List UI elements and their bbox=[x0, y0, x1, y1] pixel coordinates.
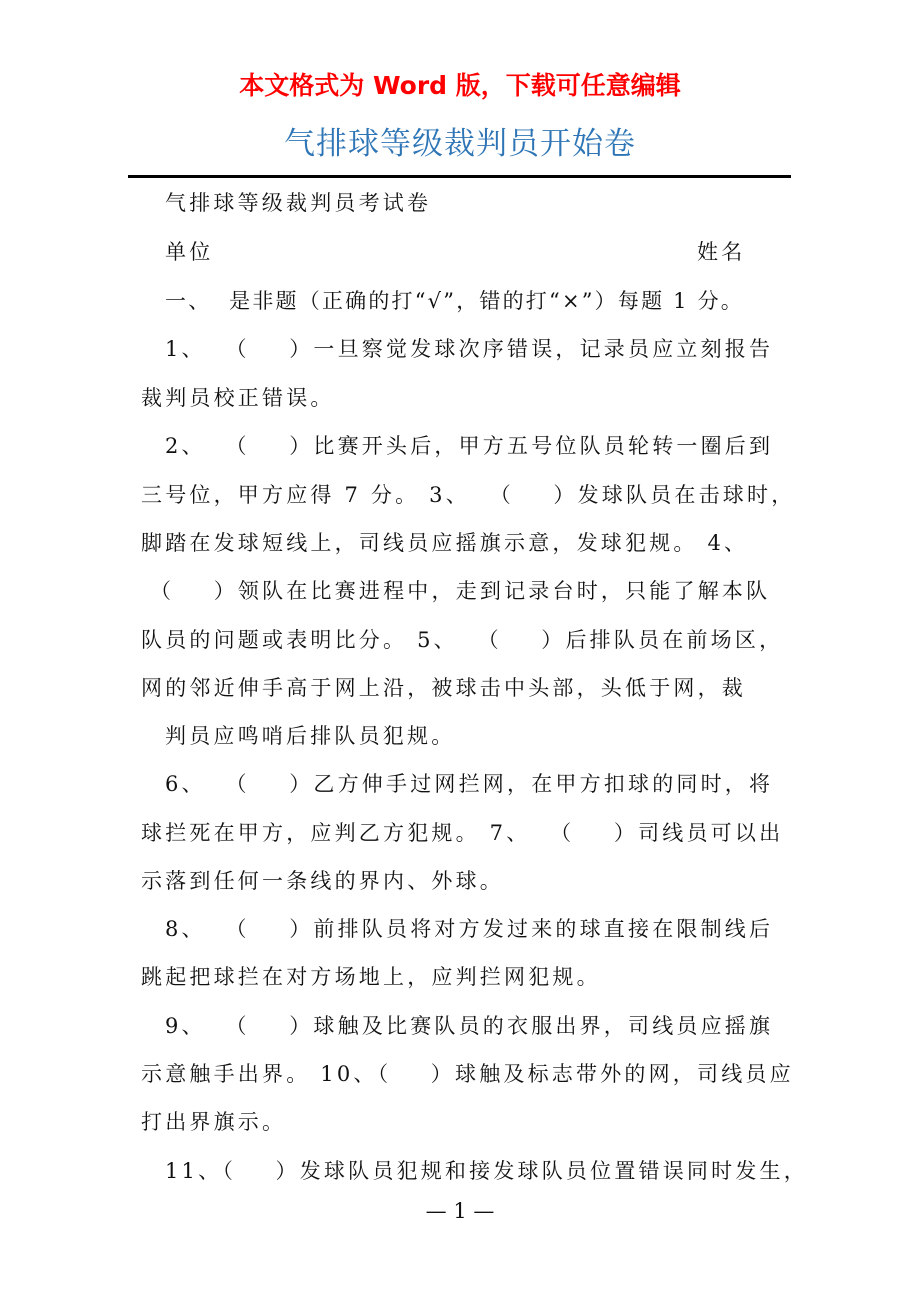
question-line: 2、 （ ）比赛开头后，甲方五号位队员轮转一圈后到 bbox=[165, 434, 774, 458]
title-divider bbox=[128, 175, 791, 178]
unit-label: 单位 bbox=[165, 240, 214, 264]
question-line: 示落到任何一条线的界内、外球。 bbox=[141, 869, 504, 893]
question-line: 球拦死在甲方，应判乙方犯规。 7、 （ ）司线员可以出 bbox=[141, 821, 784, 845]
question-line: 队员的问题或表明比分。 5、 （ ）后排队员在前场区， bbox=[141, 628, 784, 652]
question-line: 跳起把球拦在对方场地上，应判拦网犯规。 bbox=[141, 965, 601, 989]
question-line: 打出界旗示。 bbox=[141, 1110, 287, 1134]
question-line: 三号位，甲方应得 7 分。 3、 （ ）发球队员在击球时， bbox=[141, 483, 796, 507]
question-line: （ ）领队在比赛进程中，走到记录台时，只能了解本队 bbox=[150, 579, 771, 603]
question-line: 裁判员校正错误。 bbox=[141, 386, 335, 410]
editable-notice-banner: 本文格式为 Word 版，下载可任意编辑 bbox=[239, 71, 681, 100]
exam-subtitle: 气排球等级裁判员考试卷 bbox=[165, 191, 432, 215]
page-title: 气排球等级裁判员开始卷 bbox=[284, 126, 636, 162]
name-label: 姓名 bbox=[697, 240, 746, 264]
question-line: 6、 （ ）乙方伸手过网拦网，在甲方扣球的同时，将 bbox=[165, 772, 774, 796]
question-line: 示意触手出界。 10、（ ）球触及标志带外的网，司线员应 bbox=[141, 1062, 794, 1086]
question-line: 脚踏在发球短线上，司线员应摇旗示意，发球犯规。 4、 bbox=[141, 531, 749, 555]
question-line: 1、 （ ）一旦察觉发球次序错误，记录员应立刻报告 bbox=[165, 337, 774, 361]
question-line: 9、 （ ）球触及比赛队员的衣服出界，司线员应摇旗 bbox=[165, 1014, 774, 1038]
page-number: — 1 — bbox=[425, 1199, 495, 1223]
question-line: 8、 （ ）前排队员将对方发过来的球直接在限制线后 bbox=[165, 917, 774, 941]
question-line: 网的邻近伸手高于网上沿，被球击中头部，头低于网，裁 bbox=[141, 676, 746, 700]
section-heading: 一、 是非题（正确的打“√”，错的打“×”）每题 1 分。 bbox=[165, 289, 744, 313]
question-line: 判员应鸣哨后排队员犯规。 bbox=[165, 724, 456, 748]
question-line: 11、（ ）发球队员犯规和接发球队员位置错误同时发生， bbox=[165, 1159, 808, 1183]
